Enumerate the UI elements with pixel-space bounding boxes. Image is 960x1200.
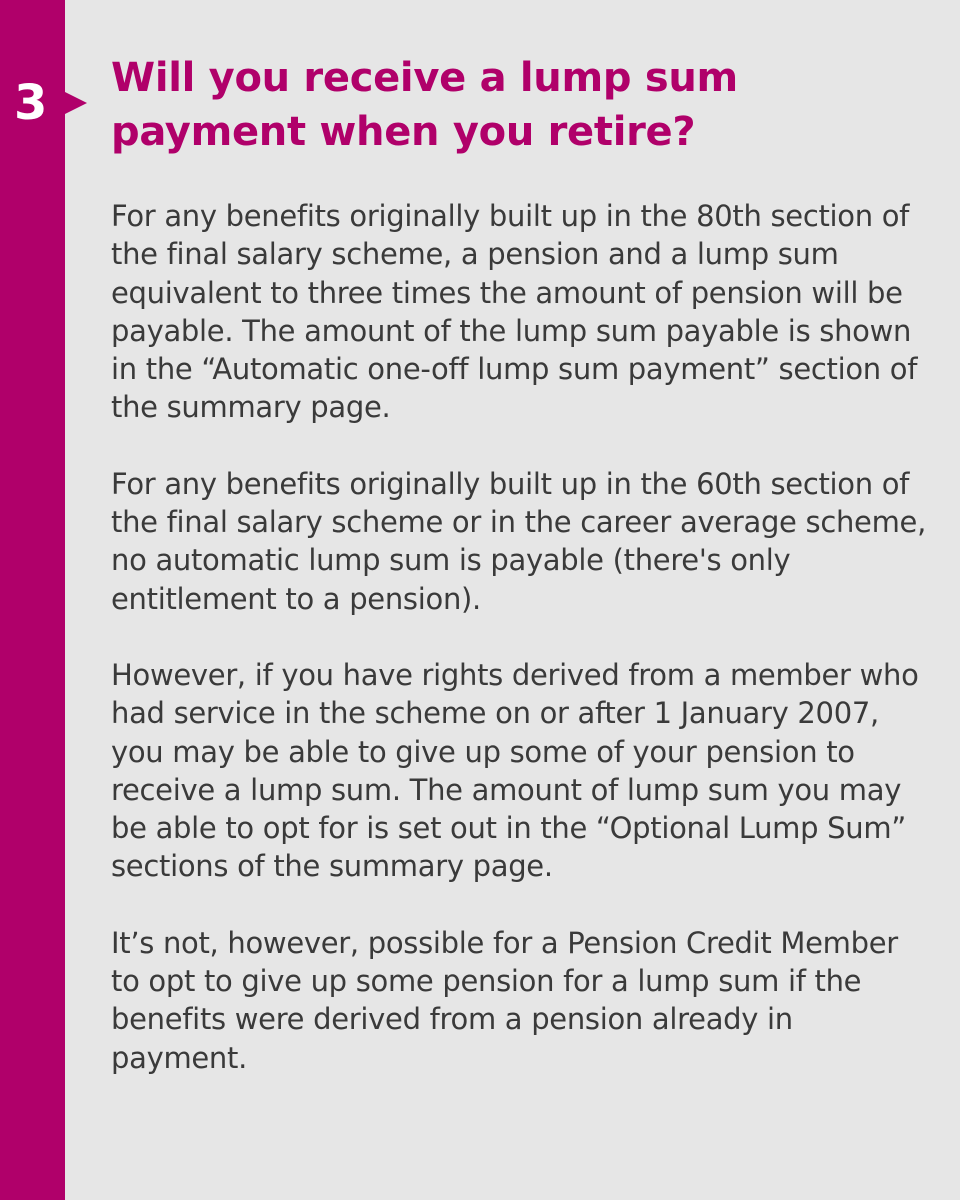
paragraph-60th-section: For any benefits originally built up in the 60th section of the final salary scheme or in the career average scheme, no automatic lump sum is payable (there's only entitlement to a pension). xyxy=(111,466,926,616)
step-arrow-icon xyxy=(65,92,87,114)
sidebar-accent-bar xyxy=(0,0,65,1200)
paragraph-80th-section: For any benefits originally built up in the 80th section of the final salary scheme, a pension and a lump sum equivalent to three times the amount of pension will be payable. The amount of the lump sum payable is shown in the “Automatic one-off lump sum payment” section of the summary page. xyxy=(111,199,918,425)
main-content xyxy=(111,51,931,1077)
paragraph-derived-rights: However, if you have rights derived from a member who had service in the scheme on or after 1 January 2007, you may be able to give up some of your pension to receive a lump sum. The amount of lump sum you may be able to opt for is set out in the “Optional Lump Sum” sections of the summary page. xyxy=(111,657,919,884)
step-number: 3 xyxy=(14,75,48,131)
paragraph-pension-credit-member: It’s not, however, possible for a Pension Credit Member to opt to give up some pension for a lump sum if the benefits were derived from a pension already in payment. xyxy=(111,925,898,1075)
page-title: Will you receive a lump sum payment when you retire? xyxy=(111,55,738,155)
